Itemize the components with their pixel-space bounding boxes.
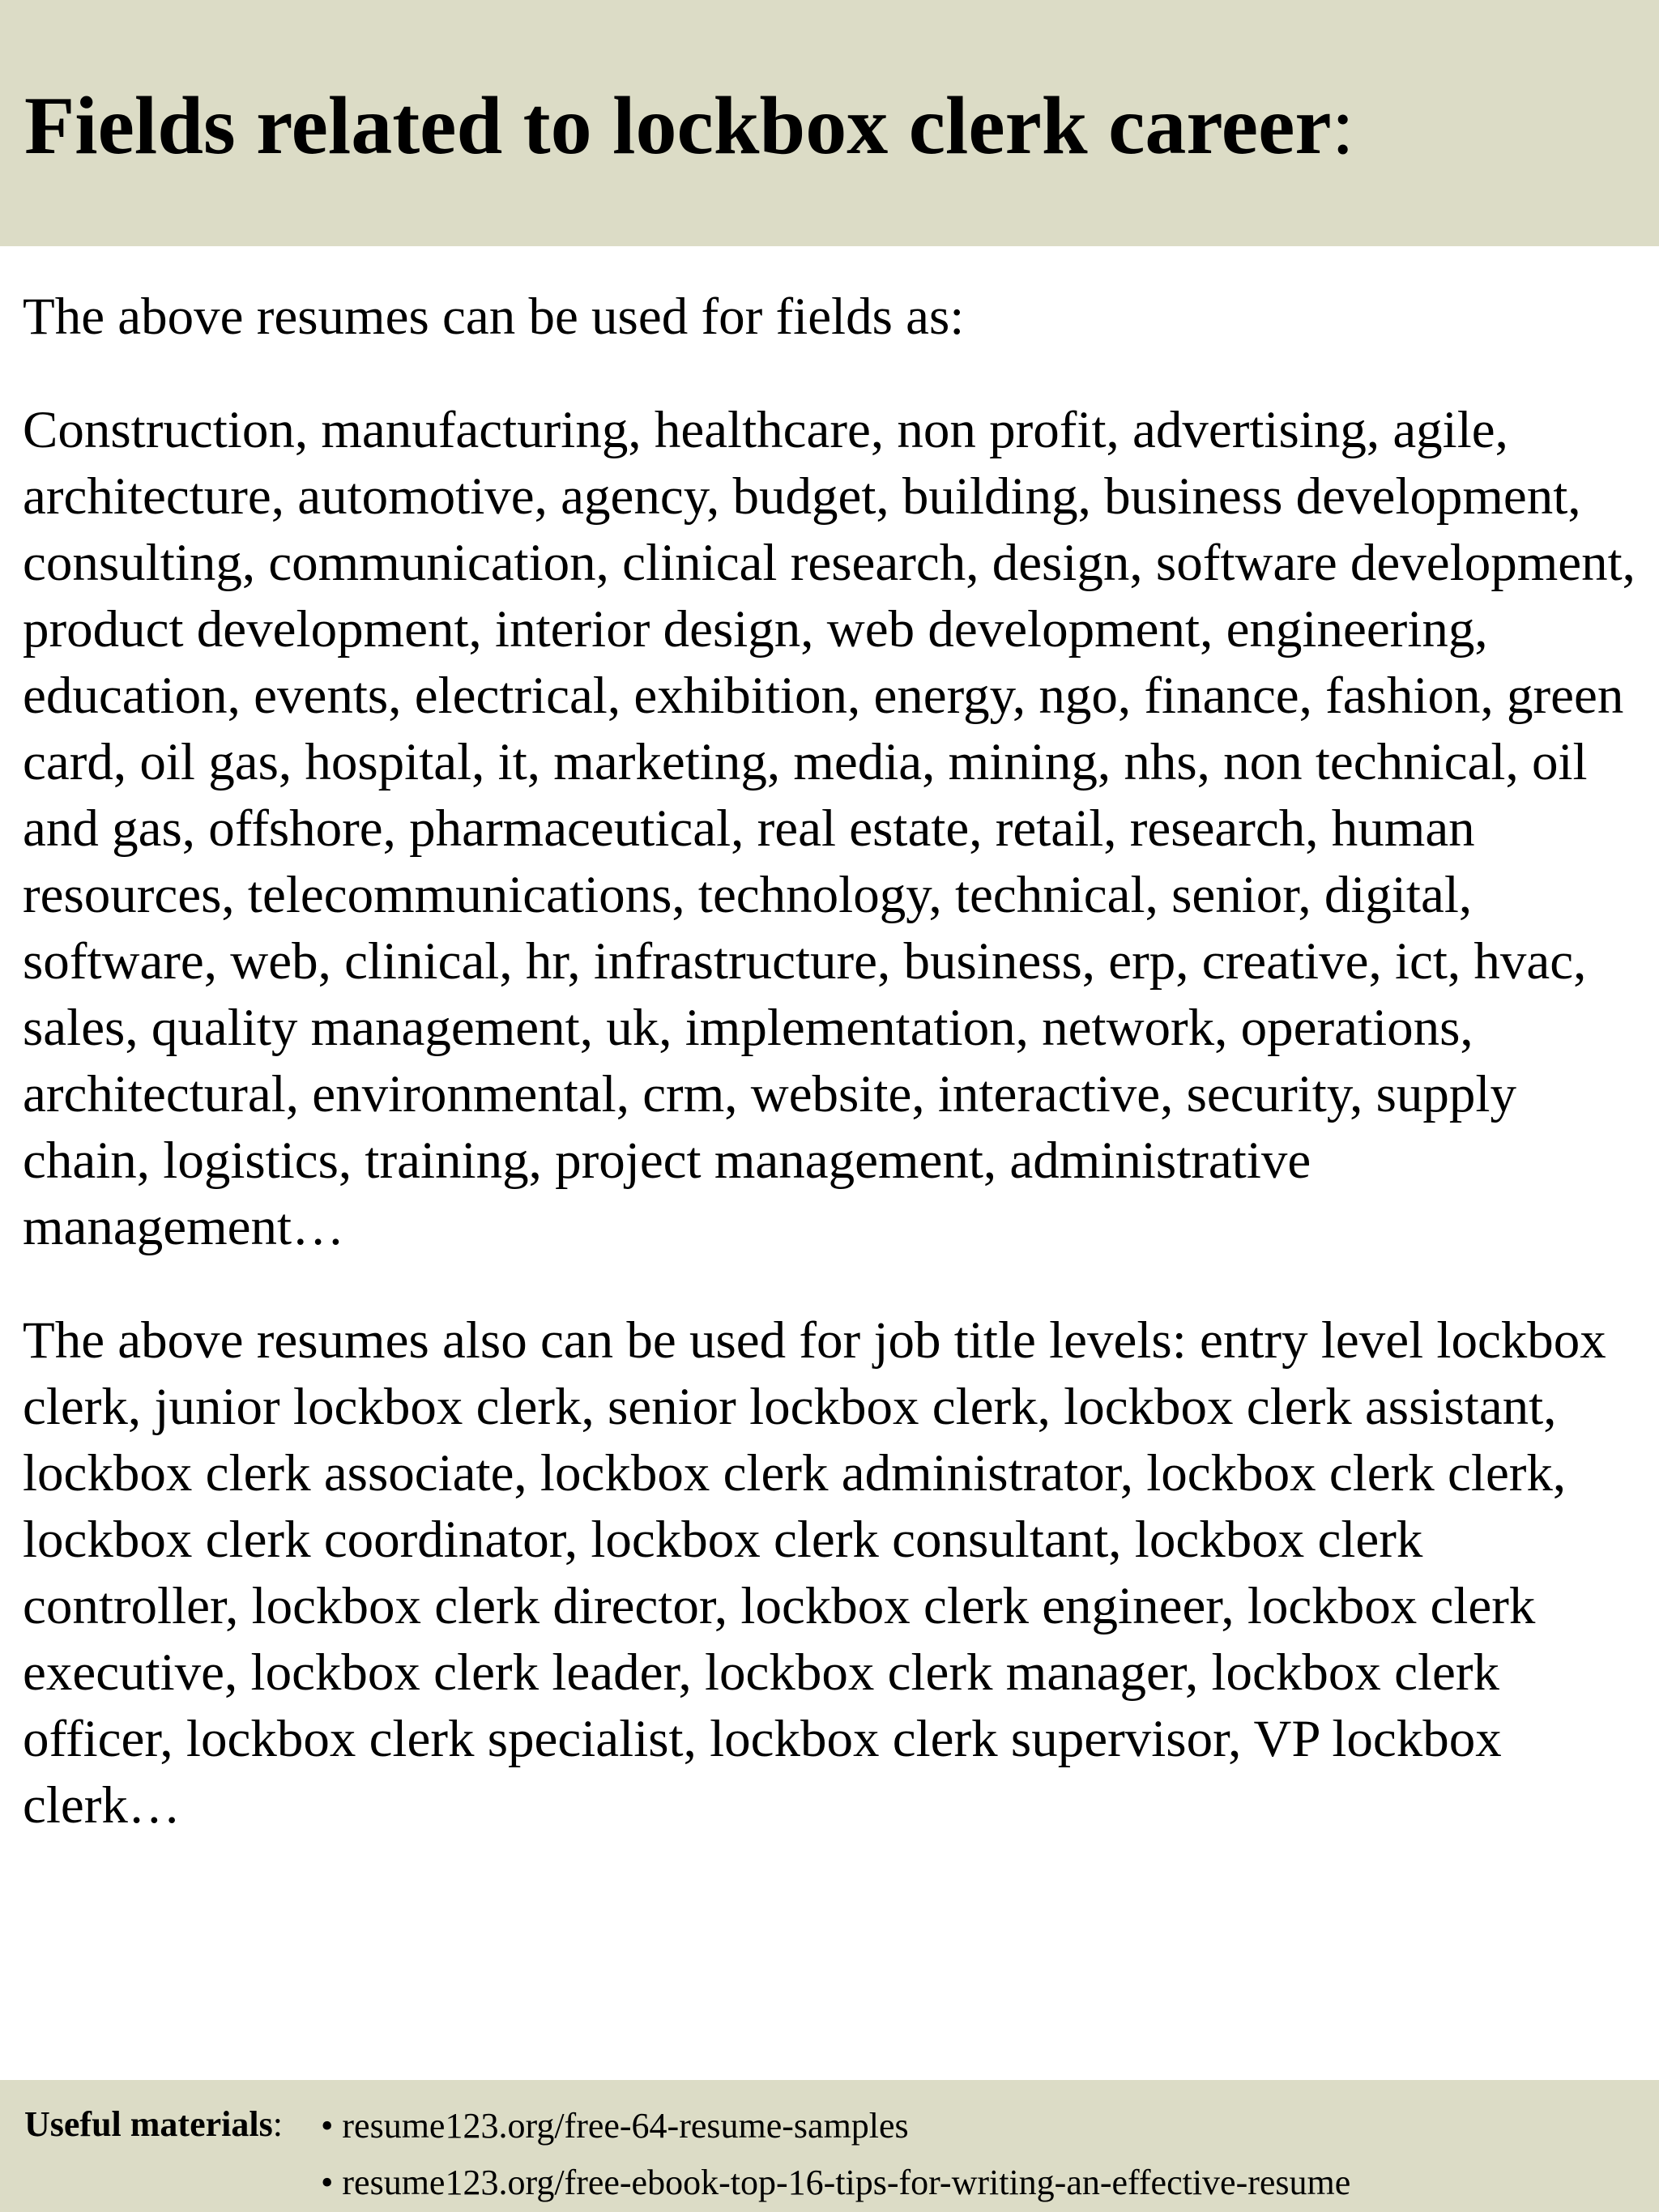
main-content	[23, 283, 1643, 1839]
page-title	[24, 78, 1354, 175]
resume-samples-link[interactable]: • resume123.org/free-64-resume-samples	[321, 2106, 909, 2146]
useful-materials-label-text: Useful materials	[24, 2104, 273, 2144]
resume-tips-ebook-link[interactable]: • resume123.org/free-ebook-top-16-tips-for-writing-an-effective-resume	[321, 2163, 1351, 2202]
footer-band	[0, 2080, 1659, 2212]
intro-text: The above resumes can be used for fields as:	[23, 288, 965, 346]
useful-materials-links	[321, 2098, 1350, 2211]
page-title-colon: :	[1331, 80, 1354, 172]
useful-materials-label	[24, 2098, 283, 2151]
fields-list-text: Construction, manufacturing, healthcare, non profit, advertising, agile, architecture, automotive, agency, budget, building, business development, consulting, communication, clinical research, design, software development, product development, interior design, web development, engineering, education, events, electrical, exhibition, energy, ngo, finance, fashion, green card, oil gas, hospital, it, marketing, media, mining, nhs, non technical, oil and gas, offshore, pharmaceutical, real estate, retail, research, human resources, telecommunications, technology, technical, senior, digital, software, web, clinical, hr, infrastructure, business, erp, creative, ict, hvac, sales, quality management, uk, implementation, network, operations, architectural, environmental, crm, website, interactive, security, supply chain, logistics, training, project management, administrative management…	[23, 401, 1636, 1256]
header-band	[0, 0, 1659, 246]
useful-materials-label-colon: :	[272, 2104, 283, 2144]
page-title-text: Fields related to lockbox clerk career	[24, 80, 1332, 172]
job-levels-text: The above resumes also can be used for job title levels: entry level lockbox clerk, junior lockbox clerk, senior lockbox clerk, lockbox clerk assistant, lockbox clerk associate, lockbox clerk administrator, lockbox clerk clerk, lockbox clerk coordinator, lockbox clerk consultant, lockbox clerk controller, lockbox clerk director, lockbox clerk engineer, lockbox clerk executive, lockbox clerk leader, lockbox clerk manager, lockbox clerk officer, lockbox clerk specialist, lockbox clerk supervisor, VP lockbox clerk…	[23, 1311, 1606, 1835]
